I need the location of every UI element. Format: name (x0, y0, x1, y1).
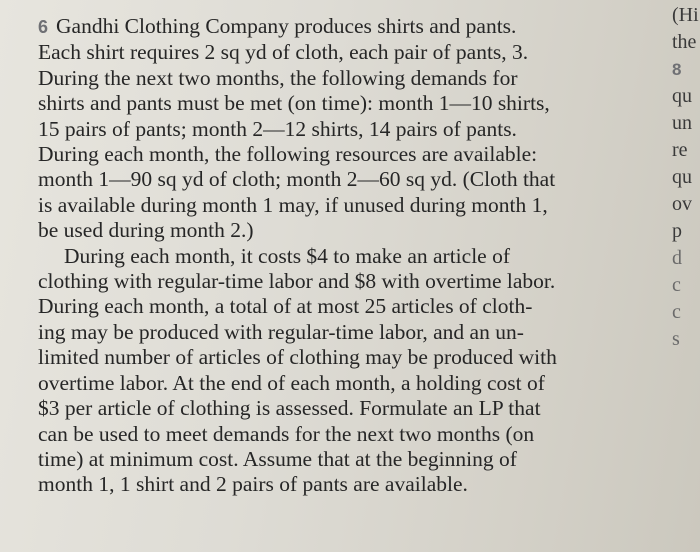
problem-line-18: time) at minimum cost. Assume that at the beginning of (38, 446, 517, 471)
right-fragment-7: ov (672, 193, 692, 215)
right-fragment-4: un (672, 112, 692, 134)
problem-line-8: is available during month 1 may, if unused during month 1, (38, 192, 548, 217)
problem-line-9: be used during month 2.) (38, 218, 254, 243)
problem-line-1: 6 Gandhi Clothing Company produces shirts and pants. (38, 14, 517, 38)
problem-line-3: During the next two months, the following demands for (38, 65, 518, 90)
problem-line-14: limited number of articles of clothing may be produced with (38, 345, 557, 370)
right-fragment-3: qu (672, 85, 692, 107)
adjacent-column-fragment (672, 2, 700, 353)
right-fragment-10: c (672, 274, 681, 296)
right-fragment-6: qu (672, 166, 692, 188)
problem-line-19: month 1, 1 shirt and 2 pairs of pants are available. (38, 472, 468, 497)
problem-line-15: overtime labor. At the end of each month, a holding cost of (38, 370, 545, 395)
problem-line-16: $3 per article of clothing is assessed. Formulate an LP that (38, 396, 541, 421)
right-fragment-11: c (672, 301, 681, 323)
right-problem-number: 8 (672, 60, 682, 79)
problem-line-7: month 1—90 sq yd of cloth; month 2—60 sq yd. (Cloth that (38, 167, 556, 192)
problem-line-17: can be used to meet demands for the next two months (on (38, 421, 535, 446)
right-fragment-12: s (672, 328, 680, 350)
problem-6-text (38, 14, 648, 498)
problem-line-10: During each month, it costs $4 to make an article of (64, 243, 510, 268)
right-fragment-5: re (672, 139, 688, 161)
problem-line-6: During each month, the following resources are available: (38, 142, 538, 167)
right-fragment-2: the (672, 31, 697, 53)
problem-line-2: Each shirt requires 2 sq yd of cloth, each pair of pants, 3. (38, 40, 529, 65)
problem-line-5: 15 pairs of pants; month 2—12 shirts, 14 pairs of pants. (38, 116, 517, 141)
right-fragment-9: d (672, 247, 682, 269)
right-fragment-8: p (672, 220, 682, 242)
problem-number: 6 (38, 17, 49, 37)
problem-line-11: clothing with regular-time labor and $8 with overtime labor. (38, 269, 556, 294)
right-fragment-1: (Hi (672, 4, 699, 26)
problem-line-13: ing may be produced with regular-time labor, and an un- (38, 319, 524, 344)
problem-line-4: shirts and pants must be met (on time): month 1—10 shirts, (38, 91, 550, 116)
problem-line-12: During each month, a total of at most 25 articles of cloth- (38, 294, 533, 319)
